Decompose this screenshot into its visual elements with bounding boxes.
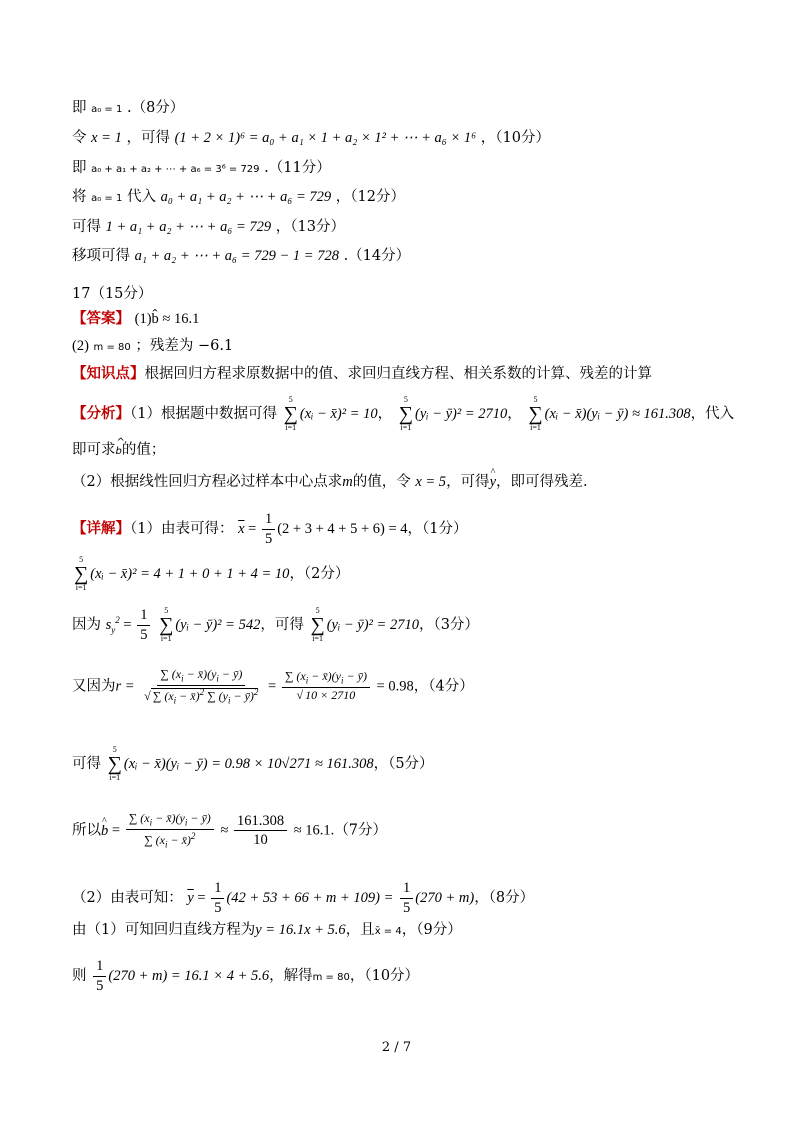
text: （1）根据题中数据可得: [130, 406, 277, 422]
fraction-one-fifth: $\frac{1}{5}$: [211, 880, 224, 916]
math: (42 + 53 + 66 + m + 109) =: [226, 890, 394, 907]
fraction-one-fifth: $\frac{1}{5}$: [262, 511, 275, 547]
slope-fraction: $\frac{\sum (x_i - x̄)(y_i - ȳ)}{\sum (x_i - x̄)^2}$: [126, 812, 214, 849]
detail-line-4: 又因为r = $\frac{\sum (x_i - x̄)(y_i - ȳ)}{√ \sum (x_i - x̄)^2 \sum (y_i - ȳ)^2}$ = $\frac{\sum (x_i - x̄)(y_i - ȳ)}{√ 10 \times 2710}$ = 0.98，（4分）: [72, 667, 474, 706]
sigma-symbol: 5 ∑ i=1: [107, 745, 122, 782]
math-r: r =: [115, 678, 135, 695]
math: (270 + m): [415, 890, 475, 907]
sigma-symbol: 5 ∑ i=1: [528, 395, 543, 432]
text: ，（13分）: [275, 219, 345, 235]
math-result: a₁ + a₂ + ⋯ + a₆ = 729 − 1 = 728: [134, 248, 339, 264]
detail-line-8: [72, 920, 462, 942]
page-number: 2 / 7: [381, 1040, 412, 1055]
text: ，可得: [126, 130, 170, 146]
math: (yᵢ − ȳ)² = 2710: [326, 617, 419, 634]
text: ，（10分）: [349, 968, 420, 985]
line-a0: [72, 98, 184, 120]
detail-tag: 【详解】: [72, 520, 130, 538]
text: ，（3分）: [418, 617, 479, 634]
line-substitute: [72, 187, 405, 209]
text: 将: [72, 189, 87, 205]
question-number: 17（15分）: [72, 286, 153, 302]
answer-part2: ；残差为 −6.1: [135, 338, 234, 354]
analysis-line-2: [72, 440, 165, 462]
sigma-symbol: 5 ∑ i=1: [283, 395, 298, 432]
text: ，（12分）: [335, 189, 405, 205]
text: 则: [72, 968, 87, 985]
math-a0: a₀ = 1: [91, 104, 123, 115]
text: （2）由表可知：: [72, 890, 183, 907]
sigma-symbol: 5 ∑ i=1: [74, 555, 89, 592]
math-m: m: [342, 474, 353, 490]
text: ，（2分）: [289, 566, 350, 582]
text: 即可求: [72, 442, 116, 458]
text: 即: [72, 100, 87, 116]
b-hat: ^ b: [101, 821, 108, 841]
correlation-fraction-2: $\frac{\sum (x_i - x̄)(y_i - ȳ)}{√ 10 \times 2710}$: [282, 670, 370, 703]
math: (yᵢ − ȳ)² = 542: [175, 617, 261, 634]
detail-line-3: 因为 $s_y^2$ = $\frac{1}{5}$ 5 ∑ i=1 (yᵢ − ȳ)² = 542，可得 5 ∑ i=1 (yᵢ − ȳ)² = 2710，（3分）: [72, 606, 479, 644]
text: ，代入: [690, 406, 735, 422]
analysis-line-3: [72, 472, 588, 492]
numeric-fraction: [234, 813, 287, 849]
text: （7分）: [334, 822, 388, 839]
text: 移项可得: [72, 248, 130, 264]
text: 所以: [72, 822, 101, 839]
line-let-x: [72, 128, 550, 148]
line-sum729: [72, 158, 331, 180]
text: （1）由表可得：: [130, 521, 234, 538]
text: 即: [72, 160, 87, 176]
line-obtain: [72, 217, 345, 237]
math-result: = 0.98: [376, 678, 414, 695]
question-heading: [72, 284, 152, 304]
math-expansion: (1 + 2 × 1)⁶ = a₀ + a₁ × 1 + a₂ × 1² + ⋯ + a₆ × 1⁶: [174, 130, 477, 146]
text: (2): [72, 338, 89, 354]
text: .（11分）: [264, 160, 331, 176]
text: 可得: [72, 756, 101, 772]
answer-line-2: [72, 336, 233, 358]
math-regression: y = 16.1x + 5.6: [255, 922, 346, 938]
y-hat: ^ y: [490, 472, 496, 492]
detail-line-2: [72, 556, 349, 592]
answer-tag: 【答案】: [72, 310, 130, 327]
text: 因为: [72, 617, 101, 634]
sigma-symbol: 5 ∑ i=1: [310, 606, 325, 644]
math-m: m = 80: [93, 342, 131, 353]
text: ，可得: [446, 474, 490, 490]
math: (xᵢ − x̄)(yᵢ − ȳ) ≈ 161.308: [544, 406, 691, 422]
math-a0: a₀ = 1: [91, 193, 123, 204]
fraction-one-fifth: $\frac{1}{5}$: [137, 607, 150, 643]
text: ，（9分）: [401, 922, 462, 938]
text: 的值，令: [352, 474, 411, 490]
text: ，（4分）: [413, 678, 474, 695]
numerator: 161.308: [234, 813, 287, 832]
text: .（8分）: [126, 100, 185, 116]
detail-line-7: （2）由表可知： $\overline{y}$ = $\frac{1}{5}$ (42 + 53 + 66 + m + 109) = $\frac{1}{5}$ (270 + m)，（8分）: [72, 880, 535, 916]
sigma-symbol: 5 ∑ i=1: [398, 395, 413, 432]
text: 令: [72, 130, 87, 146]
s-squared: $s_y^2$: [105, 615, 120, 636]
math-m: m = 80: [312, 972, 350, 984]
text: ，即可得残差.: [496, 474, 588, 490]
text: 由（1）可知回归直线方程为: [72, 922, 256, 938]
fraction-one-fifth: $\frac{1}{5}$: [93, 958, 106, 994]
analysis-line-1: 【分析】（1）根据题中数据可得 5 ∑ i=1 (xᵢ − x̄)² = 10， 5 ∑ i=1 (yᵢ − ȳ)² = 2710， 5 ∑ i=1 (xᵢ − x̄)(yᵢ − ȳ) ≈ 161.308，代入: [72, 395, 735, 432]
analysis-tag: 【分析】: [72, 405, 130, 422]
detail-line-5: [72, 746, 434, 782]
knowledge-tag: 【知识点】: [72, 365, 145, 382]
denominator: 10: [253, 832, 268, 849]
text: （2）根据线性回归方程必过样本中心点求: [72, 474, 343, 490]
text: ，（1分）: [407, 521, 468, 538]
detail-line-6: 所以^ b = $\frac{\sum (x_i - x̄)(y_i - ȳ)}{\sum (x_i - x̄)^2}$ ≈ $\frac{161.308}{10}$ ≈ 16.1.（7分）: [72, 812, 387, 849]
math-x1: x = 1: [91, 130, 122, 146]
math-x5: x = 5: [415, 474, 447, 490]
math: (xᵢ − x̄)² = 10: [299, 406, 378, 422]
x-bar: $\overline{x}$: [238, 521, 245, 538]
math: (270 + m) = 16.1 × 4 + 5.6: [108, 968, 270, 985]
answer-line-1: [72, 309, 199, 329]
detail-line-9: [72, 958, 419, 994]
math-result: ≈ 16.1.: [293, 822, 335, 839]
correlation-fraction: $\frac{\sum (x_i - x̄)(y_i - ȳ)}{√ \sum (x_i - x̄)^2 \sum (y_i - ȳ)^2}$: [144, 667, 259, 706]
knowledge-text: 根据回归方程求原数据中的值、求回归直线方程、相关系数的计算、残差的计算: [144, 366, 652, 382]
math: (2 + 3 + 4 + 5 + 6) = 4: [277, 521, 408, 538]
fraction-one-fifth: $\frac{1}{5}$: [400, 880, 413, 916]
line-transpose: [72, 246, 410, 266]
math-sum: 1 + a₁ + a₂ + ⋯ + a₆ = 729: [105, 219, 272, 235]
math-xbar: x̄ = 4: [374, 926, 402, 937]
math: (yᵢ − ȳ)² = 2710: [414, 406, 508, 422]
text: ，且: [345, 922, 375, 938]
text: 又因为: [72, 678, 116, 695]
math-sum: a₀ + a₁ + a₂ + ⋯ + a₆ = 3⁶ = 729: [91, 164, 260, 175]
text: 的值；: [121, 442, 166, 458]
math: (xᵢ − x̄)(yᵢ − ȳ) = 0.98 × 10√271 ≈ 161.308: [123, 756, 374, 772]
text: .（14分）: [343, 248, 411, 264]
text: 代入: [126, 189, 156, 205]
text: ，（10分）: [480, 130, 550, 146]
detail-line-1: 【详解】（1）由表可得： $\overline{x}$ = $\frac{1}{5}$ (2 + 3 + 4 + 5 + 6) = 4，（1分）: [72, 511, 468, 547]
b-hat: ^ b: [116, 442, 122, 462]
text: ，（8分）: [474, 890, 535, 907]
text: ，可得: [260, 617, 304, 634]
text: 可得: [72, 219, 101, 235]
text: ，（5分）: [373, 756, 434, 772]
math: (xᵢ − x̄)² = 4 + 1 + 0 + 1 + 4 = 10: [90, 566, 290, 582]
answer-part1: (1)b̂ ≈ 16.1: [134, 311, 200, 327]
knowledge-point-line: [72, 364, 652, 384]
math-sum: a₀ + a₁ + a₂ + ⋯ + a₆ = 729: [160, 189, 332, 205]
y-bar: $\overline{y}$: [187, 890, 194, 907]
sigma-symbol: 5 ∑ i=1: [159, 606, 174, 644]
text: ，解得: [269, 968, 313, 985]
